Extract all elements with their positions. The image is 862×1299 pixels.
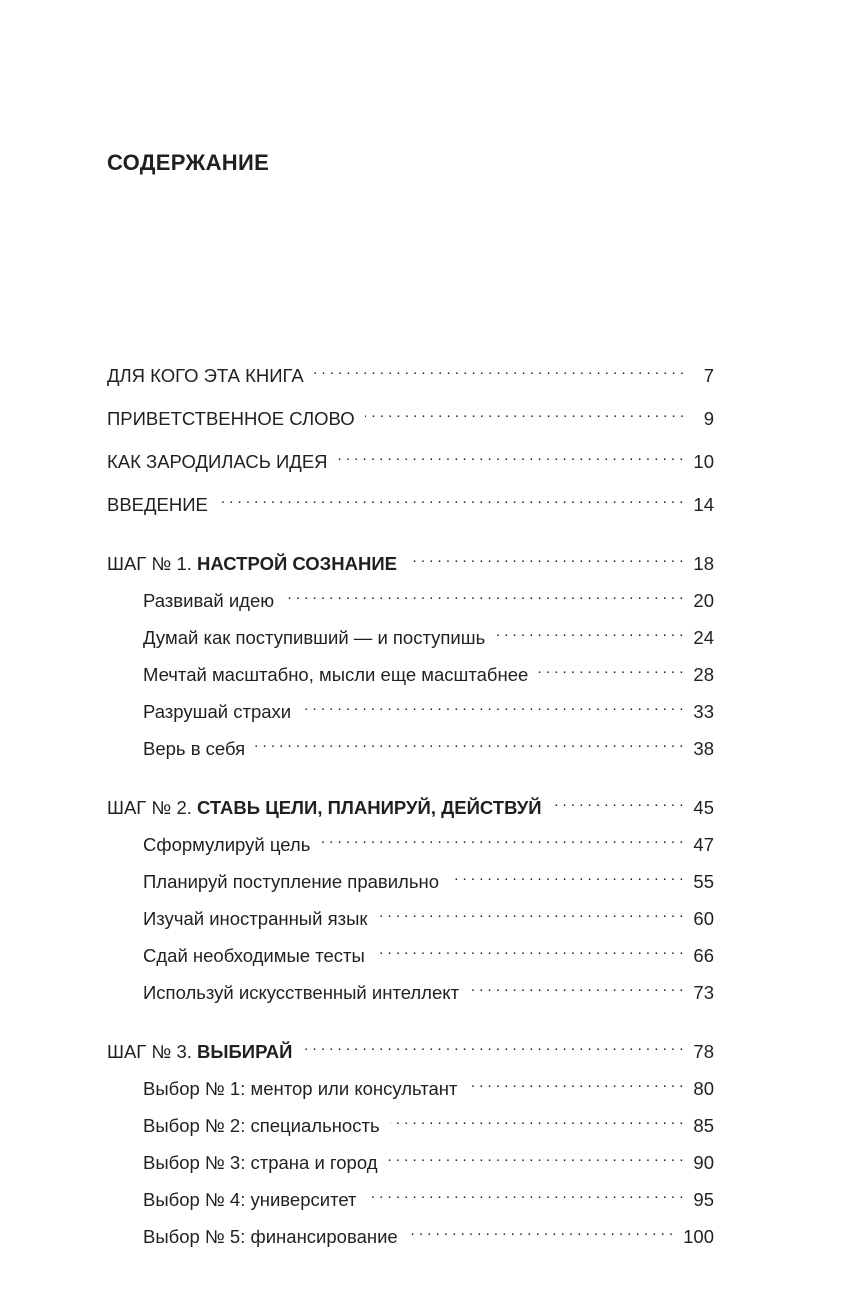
toc-entry-label: Выбор № 5: финансирование xyxy=(143,1226,398,1247)
step-prefix: ШАГ № 1. xyxy=(107,553,198,574)
toc-page-number: 78 xyxy=(693,1041,714,1062)
toc-subentry[interactable] xyxy=(107,620,714,650)
toc-entry-label: Развивай идею xyxy=(143,590,275,611)
dot-leader xyxy=(301,694,683,718)
step-title: НАСТРОЙ СОЗНАНИЕ xyxy=(197,553,397,574)
toc-page-number: 90 xyxy=(693,1152,714,1173)
toc-entry-label: ПРИВЕТСТВЕННОЕ СЛОВО xyxy=(107,408,355,429)
toc-subentry[interactable] xyxy=(107,1145,714,1175)
toc-entry-label: КАК ЗАРОДИЛАСЬ ИДЕЯ xyxy=(107,451,328,472)
dot-leader xyxy=(407,546,683,570)
toc-page-number: 28 xyxy=(693,664,714,685)
toc-entry-label: Верь в себя xyxy=(143,738,246,759)
toc-entry-label: Выбор № 2: специальность xyxy=(143,1115,380,1136)
toc-page-number: 45 xyxy=(693,797,714,818)
toc-page-number: 66 xyxy=(693,945,714,966)
dot-leader xyxy=(469,975,683,999)
toc-step-label xyxy=(107,1040,292,1064)
toc-subentry[interactable] xyxy=(107,694,714,724)
toc-page-number: 7 xyxy=(703,365,714,386)
toc-subentry[interactable] xyxy=(107,827,714,857)
dot-leader xyxy=(365,401,684,425)
toc-subentry[interactable] xyxy=(107,1182,714,1212)
toc-entry[interactable] xyxy=(107,401,714,431)
dot-leader xyxy=(375,938,684,962)
toc-entry-label: Думай как поступивший — и поступишь xyxy=(143,627,486,648)
toc-page-number: 55 xyxy=(693,871,714,892)
toc-entry[interactable] xyxy=(107,487,714,517)
dot-leader xyxy=(302,1034,683,1058)
toc-subentry[interactable] xyxy=(107,938,714,968)
toc-page-number: 80 xyxy=(693,1078,714,1099)
toc-page-number: 47 xyxy=(693,834,714,855)
page-title: СОДЕРЖАНИЕ xyxy=(107,150,270,175)
toc-page-number: 9 xyxy=(703,408,714,429)
toc-entry-label: Выбор № 4: университет xyxy=(143,1189,357,1210)
dot-leader xyxy=(314,358,684,382)
toc-page-number: 73 xyxy=(693,982,714,1003)
toc-entry-label: Разрушай страхи xyxy=(143,701,292,722)
toc-subentry[interactable] xyxy=(107,1108,714,1138)
toc-page-number: 18 xyxy=(693,553,714,574)
toc-entry-label: Изучай иностранный язык xyxy=(143,908,368,929)
toc-page-number: 95 xyxy=(693,1189,714,1210)
toc-entry-label: Выбор № 1: ментор или консультант xyxy=(143,1078,458,1099)
dot-leader xyxy=(449,864,683,888)
toc-entry-label: Выбор № 3: страна и город xyxy=(143,1152,378,1173)
dot-leader xyxy=(390,1108,684,1132)
toc-page-number: 100 xyxy=(683,1226,714,1247)
step-prefix: ШАГ № 2. xyxy=(107,797,198,818)
dot-leader xyxy=(538,657,683,681)
dot-leader xyxy=(377,901,683,925)
toc-page-number: 10 xyxy=(693,451,714,472)
toc-entry[interactable] xyxy=(107,444,714,474)
toc-step-label xyxy=(107,796,542,820)
dot-leader xyxy=(367,1182,684,1206)
toc-entry-label: ДЛЯ КОГО ЭТА КНИГА xyxy=(107,365,304,386)
toc-step-2[interactable] xyxy=(107,790,714,820)
toc-page-number: 14 xyxy=(693,494,714,515)
toc-step-label xyxy=(107,552,397,576)
toc-page-number: 38 xyxy=(693,738,714,759)
toc-subentry[interactable] xyxy=(107,901,714,931)
toc-page-number: 60 xyxy=(693,908,714,929)
toc-subentry[interactable] xyxy=(107,731,714,761)
toc-page-number: 85 xyxy=(693,1115,714,1136)
toc-entry-label: Мечтай масштабно, мысли еще масштабнее xyxy=(143,664,529,685)
dot-leader xyxy=(284,583,683,607)
dot-leader xyxy=(320,827,683,851)
toc-entry-label: ВВЕДЕНИЕ xyxy=(107,494,208,515)
toc-subentry[interactable] xyxy=(107,657,714,687)
toc-page-number: 24 xyxy=(693,627,714,648)
dot-leader xyxy=(495,620,683,644)
toc-subentry[interactable] xyxy=(107,583,714,613)
toc-page-number: 20 xyxy=(693,590,714,611)
table-of-contents xyxy=(107,358,714,1256)
step-title: СТАВЬ ЦЕЛИ, ПЛАНИРУЙ, ДЕЙСТВУЙ xyxy=(197,797,542,818)
toc-entry-label: Планируй поступление правильно xyxy=(143,871,439,892)
step-title: ВЫБИРАЙ xyxy=(197,1041,293,1062)
toc-subentry[interactable] xyxy=(107,1071,714,1101)
toc-subentry[interactable] xyxy=(107,1219,714,1249)
toc-page-number: 33 xyxy=(693,701,714,722)
dot-leader xyxy=(552,790,684,814)
step-prefix: ШАГ № 3. xyxy=(107,1041,198,1062)
toc-entry[interactable] xyxy=(107,358,714,388)
dot-leader xyxy=(255,731,683,755)
dot-leader xyxy=(467,1071,683,1095)
dot-leader xyxy=(388,1145,684,1169)
toc-step-3[interactable] xyxy=(107,1034,714,1064)
dot-leader xyxy=(218,487,684,511)
toc-subentry[interactable] xyxy=(107,864,714,894)
dot-leader xyxy=(408,1219,673,1243)
toc-entry-label: Используй искусственный интеллект xyxy=(143,982,460,1003)
toc-step-1[interactable] xyxy=(107,546,714,576)
toc-entry-label: Сдай необходимые тесты xyxy=(143,945,365,966)
dot-leader xyxy=(338,444,684,468)
toc-subentry[interactable] xyxy=(107,975,714,1005)
toc-entry-label: Сформулируй цель xyxy=(143,834,311,855)
